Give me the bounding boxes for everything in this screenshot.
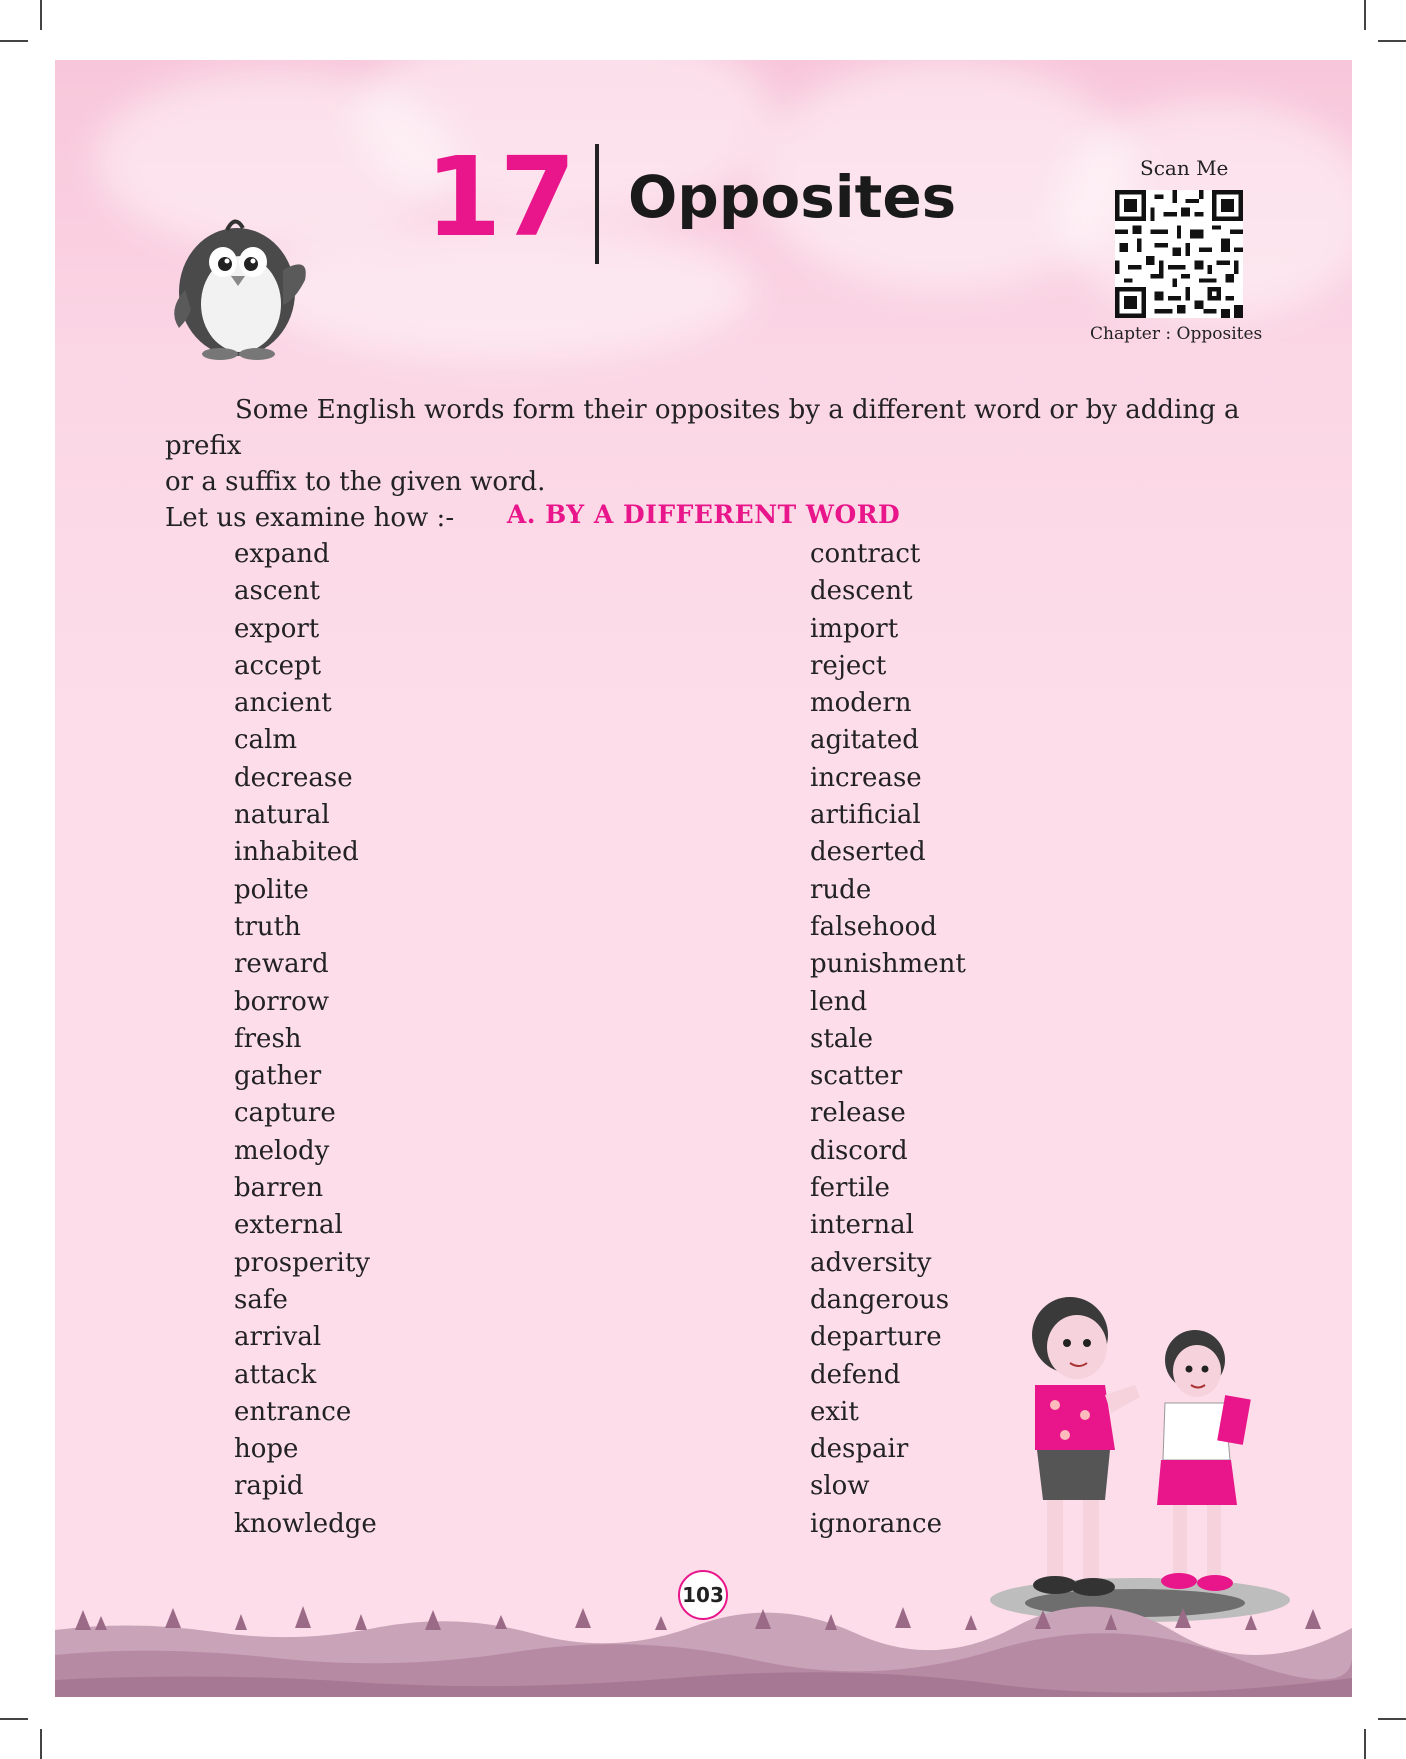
opposite-item: rude [810, 874, 872, 905]
crop-mark [1378, 40, 1406, 42]
word-item: borrow [234, 986, 330, 1017]
crop-mark [40, 1729, 42, 1759]
word-item: expand [234, 539, 330, 569]
opposite-item: increase [810, 762, 922, 793]
crop-mark [1364, 0, 1366, 30]
qr-caption: Chapter : Opposites [1090, 324, 1263, 344]
word-item: ancient [234, 688, 332, 719]
crop-mark [0, 40, 28, 42]
book-page [55, 60, 1352, 1697]
intro-line: or a suffix to the given word. [165, 467, 546, 497]
opposite-item: fertile [810, 1173, 890, 1204]
opposite-item: exit [810, 1396, 859, 1427]
word-item: inhabited [234, 837, 359, 868]
opposite-item: release [810, 1098, 906, 1129]
word-item: melody [234, 1135, 330, 1166]
opposite-item: punishment [810, 949, 966, 980]
children-illustration [975, 1285, 1305, 1625]
page-number: 103 [678, 1570, 728, 1620]
word-item: attack [234, 1359, 317, 1390]
word-item: polite [234, 874, 309, 905]
word-item: arrival [234, 1322, 322, 1353]
crop-mark [1378, 1718, 1406, 1720]
word-list-left [234, 536, 377, 1543]
qr-code[interactable] [1115, 190, 1243, 318]
word-item: accept [234, 650, 322, 681]
word-item: knowledge [234, 1508, 377, 1539]
intro-line: Some English words form their opposites by a different word or by adding a prefix [165, 395, 1240, 461]
opposite-item: artificial [810, 800, 921, 831]
word-item: fresh [234, 1023, 302, 1054]
opposite-item: contract [810, 539, 921, 569]
opposite-item: import [810, 613, 899, 644]
word-item: reward [234, 949, 329, 980]
opposite-item: deserted [810, 837, 926, 868]
opposite-item: discord [810, 1135, 908, 1166]
penguin-illustration [165, 200, 315, 360]
opposite-item: defend [810, 1359, 901, 1390]
word-item: external [234, 1210, 343, 1241]
crop-mark [40, 0, 42, 30]
chapter-title: Opposites [628, 163, 957, 231]
opposite-item: despair [810, 1434, 909, 1465]
word-item: hope [234, 1434, 299, 1465]
opposite-item: agitated [810, 725, 919, 756]
opposite-item: departure [810, 1322, 942, 1353]
word-item: ascent [234, 576, 320, 607]
word-item: decrease [234, 762, 353, 793]
crop-mark [1364, 1729, 1366, 1759]
intro-line: Let us examine how :- [165, 503, 455, 533]
word-item: natural [234, 800, 330, 831]
word-item: gather [234, 1061, 322, 1092]
opposite-item: ignorance [810, 1508, 942, 1539]
word-list-right [810, 536, 966, 1543]
opposite-item: reject [810, 650, 887, 681]
word-item: entrance [234, 1396, 352, 1427]
word-item: prosperity [234, 1247, 370, 1278]
scan-label: Scan Me [1140, 156, 1229, 180]
opposite-item: slow [810, 1471, 870, 1502]
word-item: calm [234, 725, 298, 756]
word-item: export [234, 613, 320, 644]
word-item: capture [234, 1098, 336, 1129]
opposite-item: dangerous [810, 1284, 950, 1315]
crop-mark [0, 1718, 28, 1720]
opposite-item: descent [810, 576, 913, 607]
opposite-item: modern [810, 688, 912, 719]
word-item: safe [234, 1284, 288, 1315]
section-heading: A. BY A DIFFERENT WORD [506, 500, 901, 529]
opposite-item: lend [810, 986, 868, 1017]
word-item: rapid [234, 1471, 304, 1502]
opposite-item: scatter [810, 1061, 903, 1092]
chapter-number: 17 [425, 133, 575, 261]
word-item: truth [234, 911, 301, 942]
word-item: barren [234, 1173, 324, 1204]
opposite-item: stale [810, 1023, 873, 1054]
opposite-item: adversity [810, 1247, 932, 1278]
opposite-item: internal [810, 1210, 914, 1241]
title-divider [595, 144, 599, 264]
opposite-item: falsehood [810, 911, 937, 942]
